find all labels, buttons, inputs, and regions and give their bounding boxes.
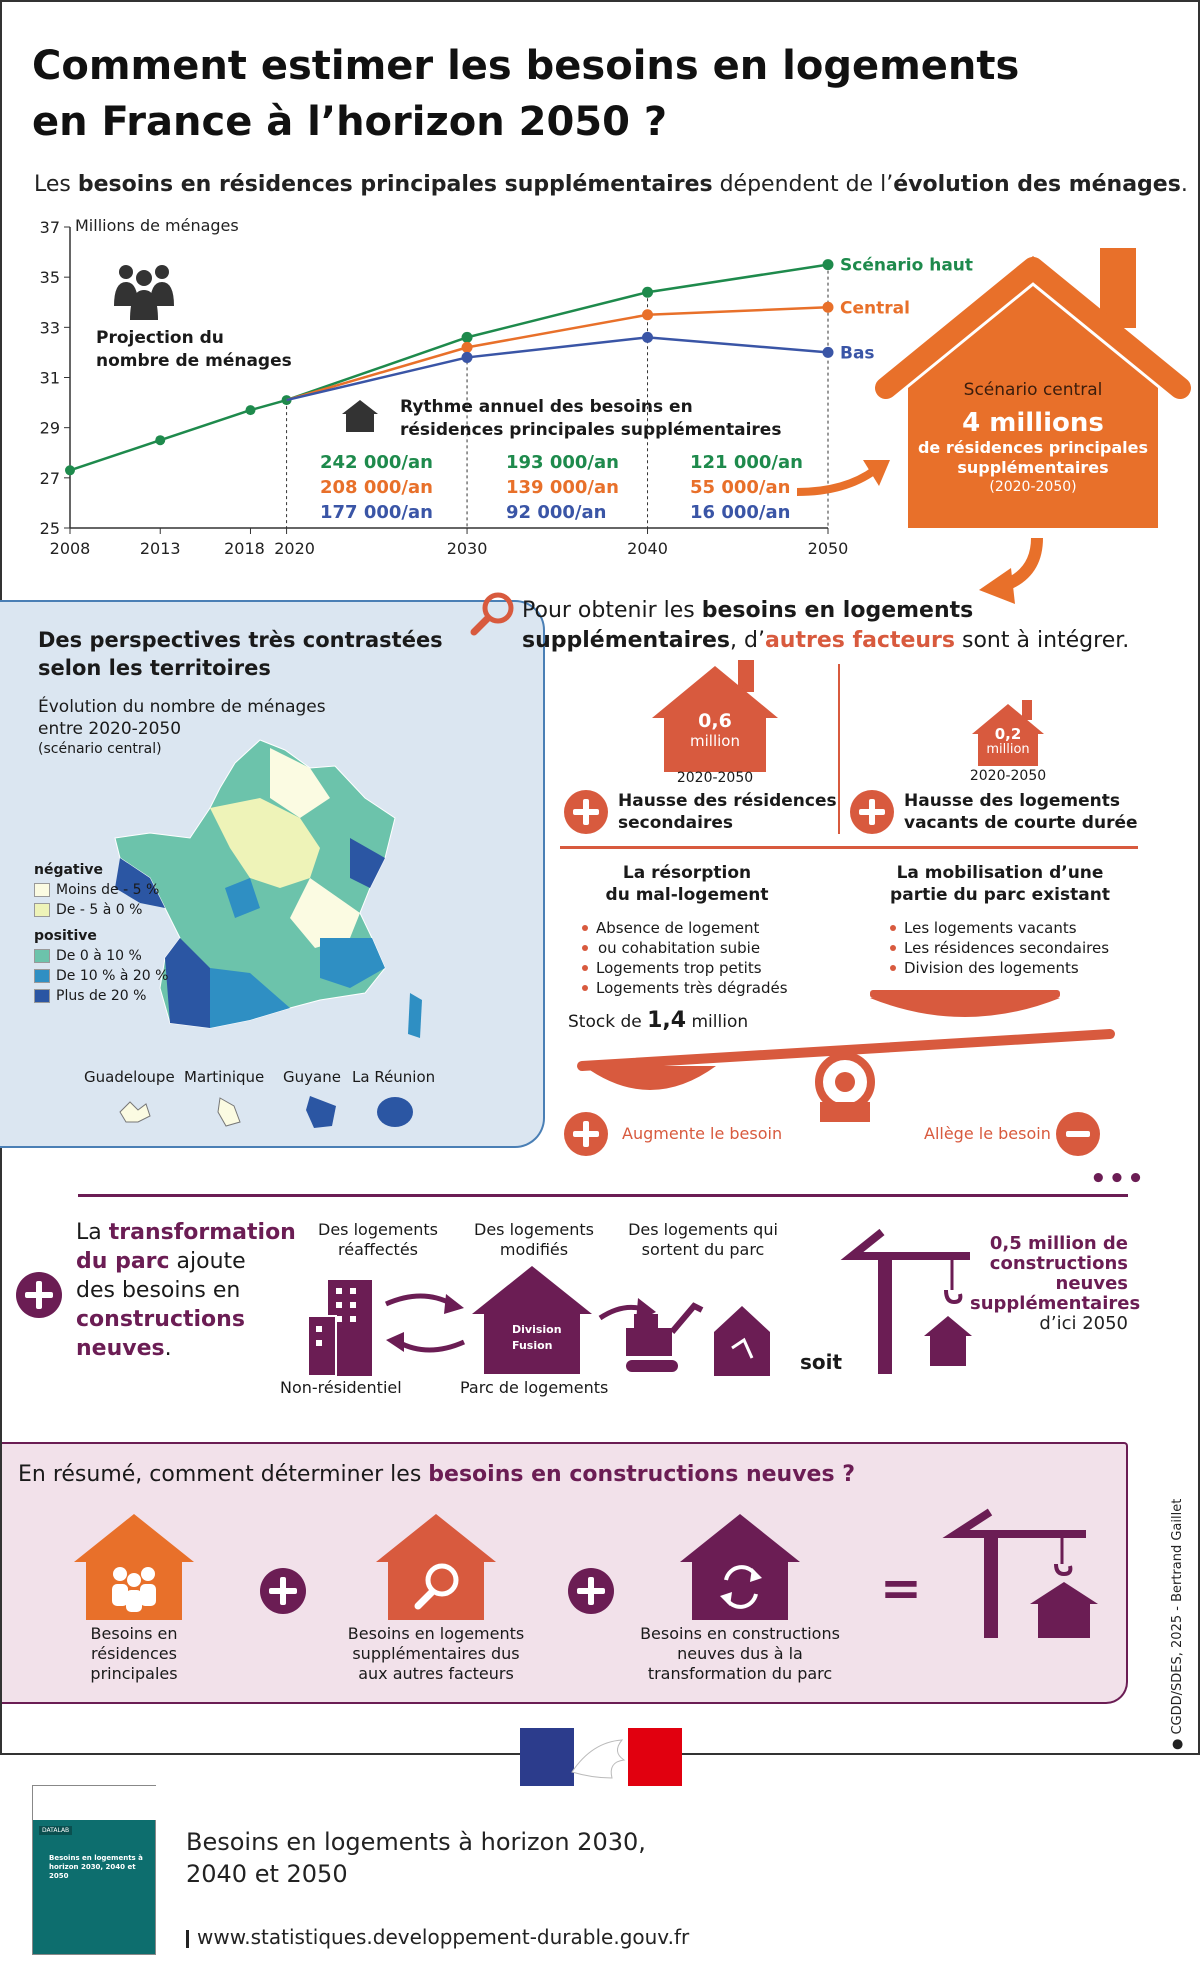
publication-cover: DATALAB Besoins en logements à horizon 2030, 2040 et 2050 xyxy=(32,1785,156,1955)
people-icon xyxy=(112,262,176,320)
factors-intro: Pour obtenir les besoins en logements supplémentaires, d’autres facteurs sont à intégrer. xyxy=(522,598,1130,653)
transformation-text: La transformation du parc ajoute des besoins en constructions neuves. xyxy=(76,1220,296,1361)
y-tick-label: 35 xyxy=(39,268,60,288)
building-icon xyxy=(306,1276,376,1376)
series-line xyxy=(287,337,828,400)
rythme-2030-2040: 193 000/an 139 000/an 92 000/an xyxy=(506,452,619,523)
plus-icon xyxy=(568,1568,614,1614)
malogement-title: La résorption du mal-logement xyxy=(605,863,769,905)
dom-label-martinique: Martinique xyxy=(184,1068,265,1086)
series-point xyxy=(462,332,473,343)
map-subtitle: Évolution du nombre de ménages entre 2020-2050 (scénario central) xyxy=(38,697,326,757)
plus-icon xyxy=(850,790,894,834)
divider xyxy=(560,846,1138,849)
series-point xyxy=(462,342,473,353)
f1-value: 0,6 million xyxy=(690,710,740,750)
plus-icon xyxy=(564,790,608,834)
legend-item: De 0 à 10 % xyxy=(34,946,168,966)
x-tick-label: 2013 xyxy=(139,539,181,558)
history-point xyxy=(65,465,75,475)
republique-logo xyxy=(520,1728,682,1786)
f2-period: 2020-2050 xyxy=(969,768,1047,784)
series-point xyxy=(823,259,834,270)
more-icon: ••• xyxy=(1090,1164,1146,1194)
plus-icon xyxy=(260,1568,306,1614)
x-tick-label: 2008 xyxy=(49,539,91,558)
allege-label: Allège le besoin xyxy=(924,1124,1051,1143)
non-residentiel-label: Non-résidentiel xyxy=(280,1378,402,1397)
dom-label-guadeloupe: Guadeloupe xyxy=(84,1068,175,1086)
f2-label: Hausse des logements vacants de courte durée xyxy=(904,791,1138,833)
map-title: Des perspectives très contrastées selon les territoires xyxy=(38,628,443,680)
footer-link[interactable]: www.statistiques.developpement-durable.gouv.fr xyxy=(186,1925,689,1949)
y-tick-label: 37 xyxy=(39,218,60,237)
summary-item-2: Besoins en logements supplémentaires dus aux autres facteurs xyxy=(347,1624,525,1683)
reaffectes-label: Des logements réaffectés xyxy=(318,1220,438,1259)
x-tick-label: 2030 xyxy=(446,539,488,558)
house-icon xyxy=(340,398,380,434)
y-tick-label: 29 xyxy=(39,418,60,438)
divider xyxy=(838,664,840,834)
summary-item-1: Besoins en résidences principales xyxy=(90,1624,178,1683)
sortent-label: Des logements qui sortent du parc xyxy=(628,1220,778,1259)
balance-icon xyxy=(570,986,1120,1122)
house-icon xyxy=(72,1510,196,1620)
augmente-label: Augmente le besoin xyxy=(622,1124,783,1143)
x-tick-label: 2050 xyxy=(807,539,849,558)
crane-icon xyxy=(950,1508,1100,1638)
summary-title: En résumé, comment déterminer les besoins en constructions neuves ? xyxy=(18,1462,855,1487)
chart-annotation: Projection du nombre de ménages xyxy=(96,328,292,371)
minus-icon xyxy=(1056,1112,1100,1156)
house-icon xyxy=(470,1262,594,1374)
divider xyxy=(78,1194,1128,1197)
plus-icon xyxy=(16,1272,62,1318)
rythme-title: Rythme annuel des besoins en résidences principales supplémentaires xyxy=(400,397,782,440)
legend-item: De - 5 à 0 % xyxy=(34,900,168,920)
soit-label: soit xyxy=(800,1350,843,1374)
x-tick-label: 2018 xyxy=(224,539,265,558)
result-text: 0,5 million de constructions neuves supplémentaires d’ici 2050 xyxy=(970,1233,1141,1334)
plus-icon xyxy=(564,1112,608,1156)
y-tick-label: 31 xyxy=(39,368,60,388)
magnifier-icon xyxy=(470,590,516,636)
series-point xyxy=(823,302,834,313)
f1-label: Hausse des résidences secondaires xyxy=(618,791,837,833)
series-label: Scénario haut xyxy=(840,255,974,276)
y-tick-label: 33 xyxy=(39,318,60,338)
legend-item: Moins de - 5 % xyxy=(34,880,168,900)
series-point xyxy=(823,347,834,358)
stock: Stock de 1,4 million xyxy=(568,1008,749,1033)
subtitle: Les besoins en résidences principales supplémentaires dépendent de l’évolution des ménages. xyxy=(34,172,1188,197)
exchange-arrows-icon xyxy=(382,1290,468,1360)
legend-item: Plus de 20 % xyxy=(34,986,168,1006)
history-point xyxy=(245,405,255,415)
f2-value: 0,2 million xyxy=(986,725,1030,757)
series-label: Central xyxy=(840,298,910,319)
bulldozer-icon xyxy=(622,1288,772,1376)
y-axis-label: Millions de ménages xyxy=(75,216,239,235)
series-line xyxy=(287,307,828,400)
series-point xyxy=(642,332,653,343)
legend-item: De 10 % à 20 % xyxy=(34,966,168,986)
credit: ● CGDD/SDES, 2025 - Bertrand Gaillet xyxy=(1170,1498,1185,1750)
y-tick-label: 27 xyxy=(39,468,60,488)
equals-icon: = xyxy=(880,1559,922,1617)
y-tick-label: 25 xyxy=(39,519,60,538)
series-label: Bas xyxy=(840,343,875,364)
series-point xyxy=(642,309,653,320)
malogement-list: Absence de logement ou cohabitation subie Logements trop petits Logements très dégradés xyxy=(582,918,788,998)
dom-label-reunion: La Réunion xyxy=(352,1068,436,1086)
division-fusion: Division Fusion xyxy=(512,1323,562,1352)
dom-maps xyxy=(110,1092,450,1132)
modifies-label: Des logements modifiés xyxy=(474,1220,594,1259)
x-tick-label: 2040 xyxy=(627,539,668,558)
house-icon xyxy=(678,1510,802,1620)
page-title: Comment estimer les besoins en logements en France à l’horizon 2050 ? xyxy=(32,43,1020,145)
x-tick-label: 2020 xyxy=(274,539,315,558)
central-scenario-text: Scénario central 4 millions de résidences principales supplémentaires (2020-2050) xyxy=(917,380,1149,495)
history-point xyxy=(155,435,165,445)
dom-label-guyane: Guyane xyxy=(283,1068,341,1086)
rythme-2040-2050: 121 000/an 55 000/an 16 000/an xyxy=(690,452,803,523)
house-icon xyxy=(374,1510,498,1620)
crane-icon xyxy=(848,1228,974,1374)
mobilisation-list: Les logements vacants Les résidences secondaires Division des logements xyxy=(890,918,1109,978)
mobilisation-title: La mobilisation d’une partie du parc existant xyxy=(890,863,1110,905)
summary-item-3: Besoins en constructions neuves dus à la transformation du parc xyxy=(640,1624,840,1683)
f1-period: 2020-2050 xyxy=(676,770,754,786)
map-legend: négative Moins de - 5 % De - 5 à 0 % positive De 0 à 10 % De 10 % à 20 % Plus de 20 % xyxy=(34,862,169,1004)
series-point xyxy=(462,352,473,363)
parc-label: Parc de logements xyxy=(460,1378,609,1397)
rythme-2020-2030: 242 000/an 208 000/an 177 000/an xyxy=(320,452,433,523)
footer-title: Besoins en logements à horizon 2030, 2040 et 2050 xyxy=(186,1828,646,1888)
series-point xyxy=(642,287,653,298)
